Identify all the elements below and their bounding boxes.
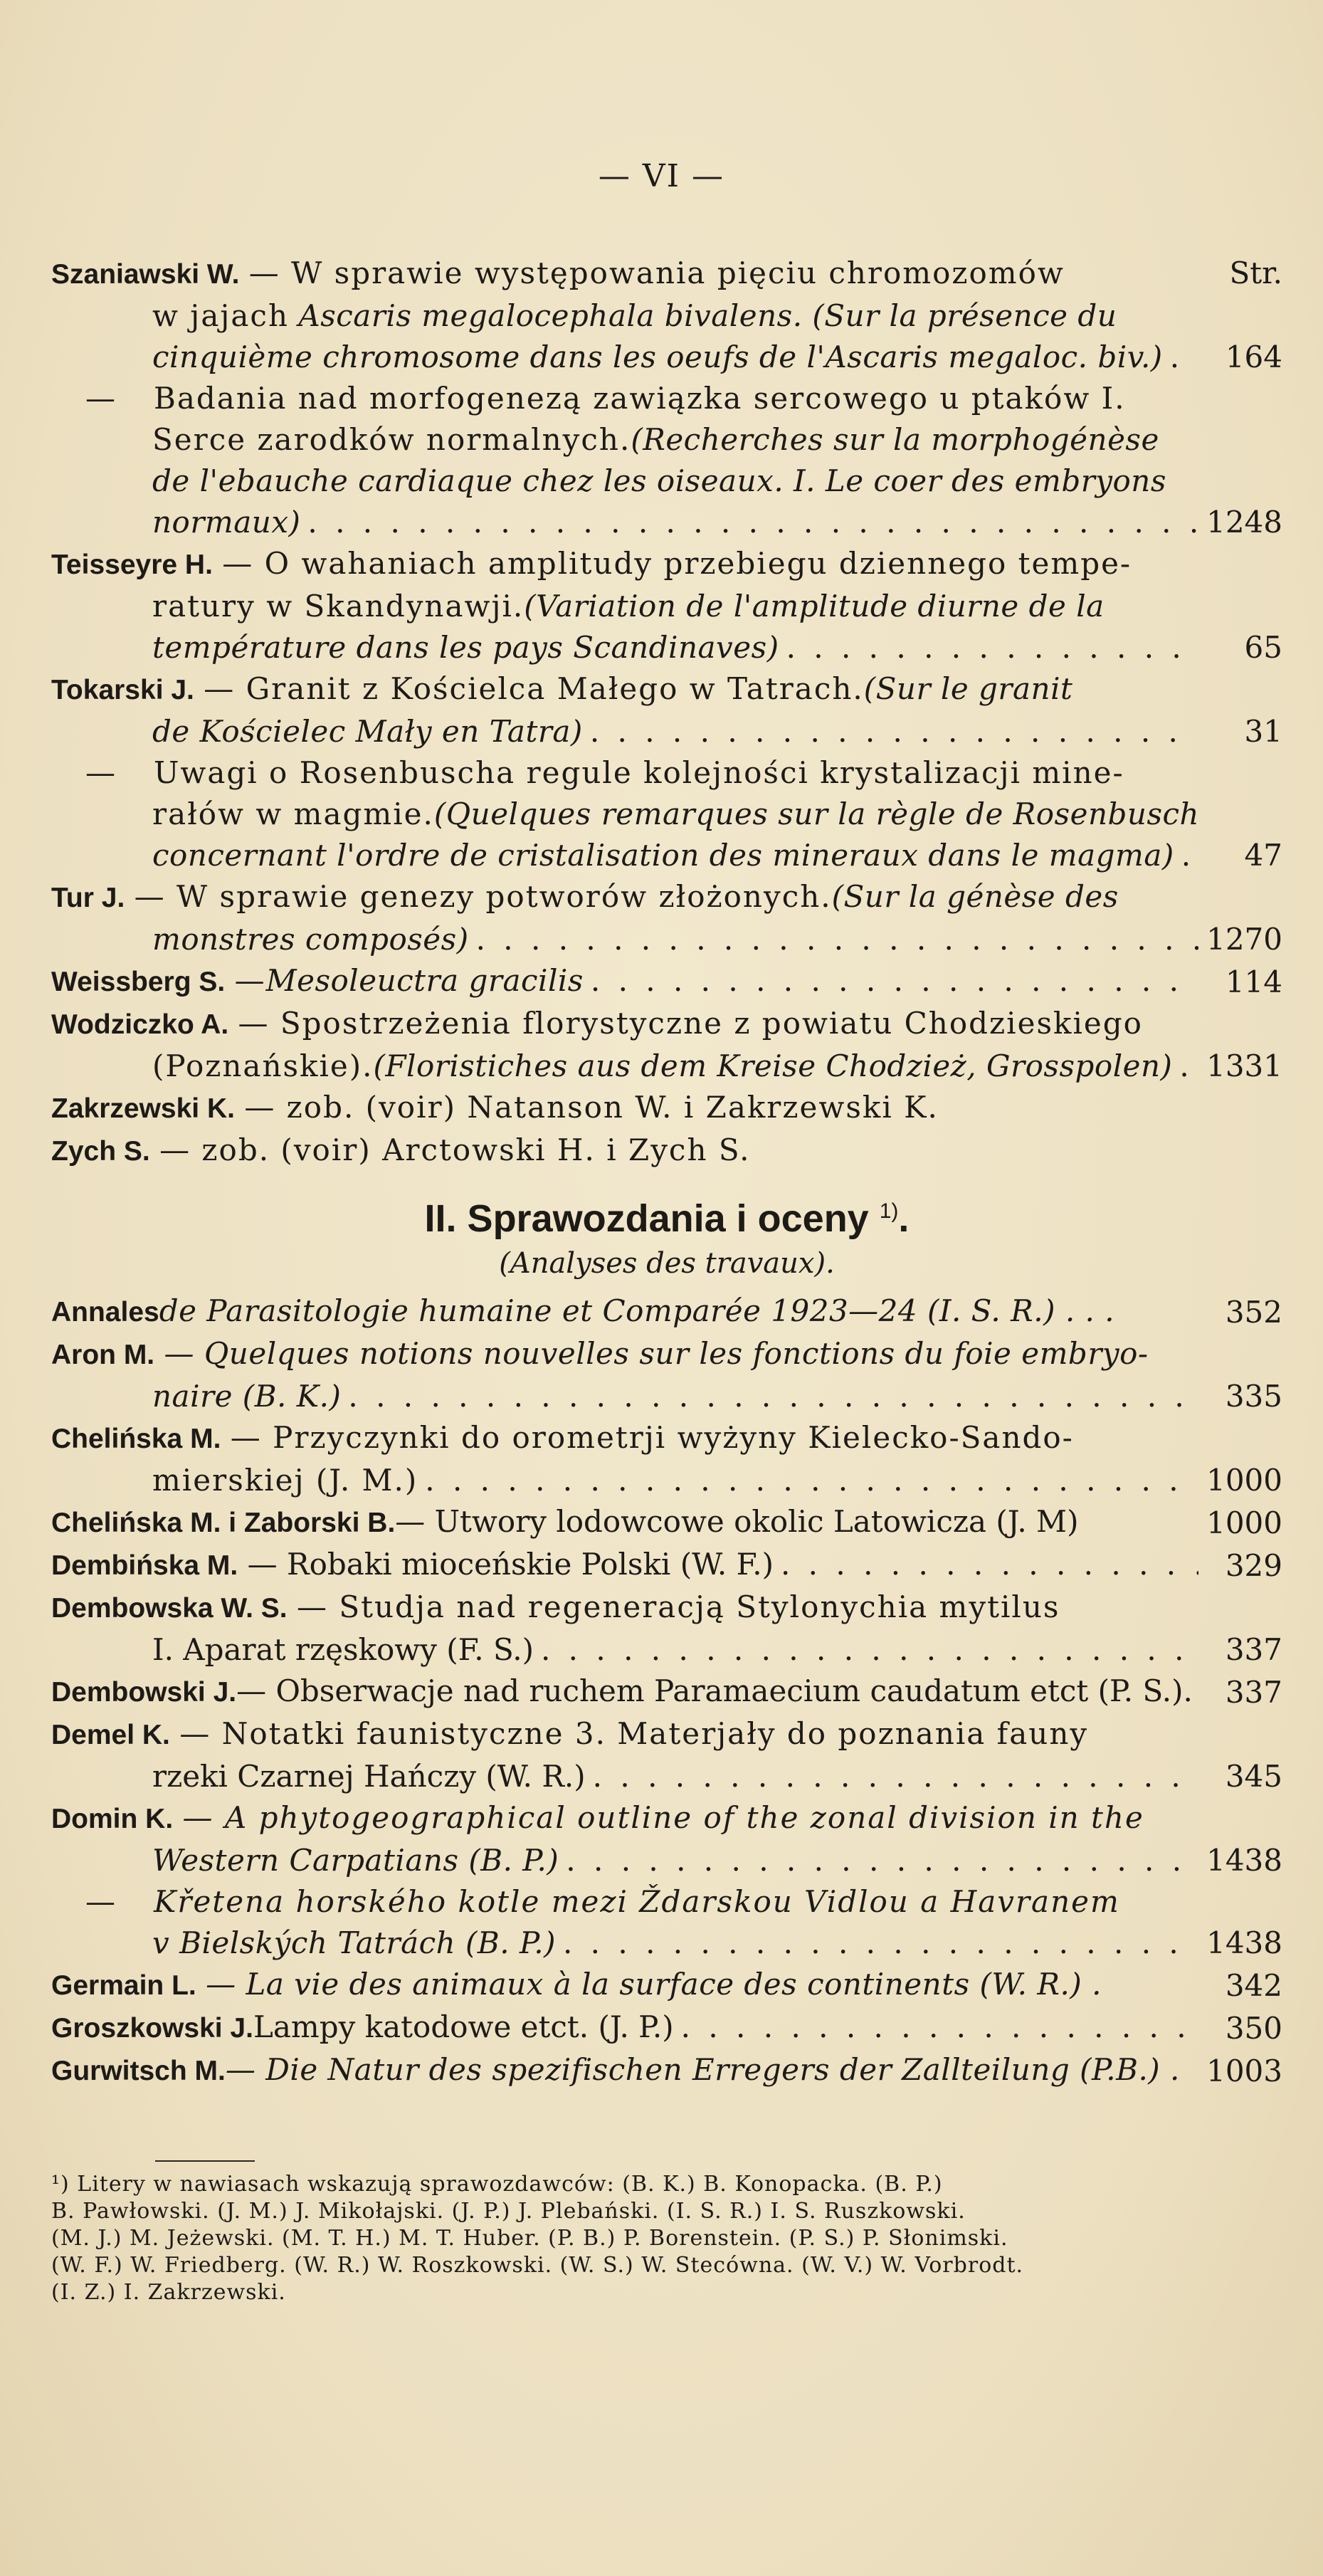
author-name: Wodziczko A. xyxy=(51,1009,229,1040)
entry-italic-text: v Bielských Tatrách (B. P.) xyxy=(152,1925,556,1960)
author-index-part1 xyxy=(51,253,1282,2092)
author-name: Annales xyxy=(51,1297,159,1328)
page-header-numeral: — VI — xyxy=(598,158,725,194)
entry-text: rzeki Czarnej Hańczy (W. R.) xyxy=(152,1759,586,1794)
index-entry xyxy=(51,1544,1282,1587)
entry-italic-text: de Parasitologie humaine et Comparée 1923—24 (I. S. R.) . . . xyxy=(159,1293,1115,1328)
entry-text: — zob. (voir) Arctowski H. i Zych S. xyxy=(159,1132,751,1167)
footnote-line: (M. J.) M. Jeżewski. (M. T. H.) M. T. Huber. (P. B.) P. Borenstein. (P. S.) P. Słonimski. xyxy=(51,2226,1008,2251)
entry-italic-text: concernant l'ordre de cristalisation des mineraux dans le magma) xyxy=(152,838,1174,873)
author-name: Groszkowski J. xyxy=(51,2013,253,2044)
entry-italic-text: normaux) xyxy=(152,505,301,540)
entry-italic-text: monstres composés) xyxy=(152,922,469,957)
author-name: Tokarski J. xyxy=(51,675,194,705)
entry-italic-text: — La vie des animaux à la surface des continents (W. R.) . xyxy=(206,1967,1102,2002)
page-number: 335 xyxy=(1225,1379,1282,1414)
author-name: Dembińska M. xyxy=(51,1550,238,1581)
entry-text: rałów w magmie. xyxy=(152,797,434,831)
author-name: Tur J. xyxy=(51,883,125,913)
entry-text: — W sprawie występowania pięciu chromozomów xyxy=(248,256,1065,290)
entry-italic-text: naire (B. K.) xyxy=(152,1379,342,1414)
index-entry xyxy=(51,1964,1282,2007)
index-entry xyxy=(51,1671,1282,1713)
author-name: Chelińska M. i Zaborski B. xyxy=(51,1508,396,1538)
dot-leader xyxy=(591,960,1198,1002)
author-name: Zakrzewski K. xyxy=(51,1093,235,1124)
entry-italic-text: Křetena horského kotle mezi Ždarskou Vidlou a Havranem xyxy=(154,1884,1120,1919)
footnote-line: B. Pawłowski. (J. M.) J. Mikołajski. (J. P.) J. Plebański. (I. S. R.) I. S. Ruszkowski. xyxy=(51,2199,966,2224)
entry-italic-text: de Kościelec Mały en Tatra) xyxy=(152,714,583,749)
index-entry xyxy=(51,1797,1282,1881)
dot-leader xyxy=(590,711,1198,752)
entry-text: — Spostrzeżenia florystyczne z powiatu Chodzieskiego xyxy=(238,1006,1143,1041)
page-number: 342 xyxy=(1225,1968,1282,2003)
entry-text: — Robaki mioceńskie Polski (W. F.) xyxy=(247,1547,774,1582)
page-number: 1000 xyxy=(1206,1505,1282,1540)
dot-leader xyxy=(1170,337,1198,378)
page-number: 31 xyxy=(1244,714,1282,749)
dot-leader xyxy=(1181,835,1198,876)
author-name: Germain L. xyxy=(51,1970,196,2001)
dot-leader xyxy=(307,502,1198,543)
entry-text: — zob. (voir) Natanson W. i Zakrzewski K. xyxy=(244,1090,939,1125)
index-entry xyxy=(51,752,1282,876)
entry-text: Lampy katodowe etct. (J. P.) xyxy=(253,2009,674,2044)
entry-italic-text: (Recherches sur la morphogénèse xyxy=(631,422,1159,457)
page-number: 1438 xyxy=(1206,1843,1282,1878)
entry-text: — Obserwacje nad ruchem Paramaecium caudatum etct (P. S.). xyxy=(236,1673,1193,1708)
index-entry xyxy=(51,876,1282,960)
index-entry xyxy=(51,1333,1282,1417)
author-name: Teisseyre H. xyxy=(51,550,213,580)
author-name: Aron M. xyxy=(51,1340,155,1370)
entry-italic-text: cinquième chromosome dans les oeufs de l'Ascaris megaloc. biv.) xyxy=(152,340,1163,374)
entry-text: Uwagi o Rosenbuscha regule kolejności krystalizacji mine- xyxy=(154,755,1124,790)
page-number: 1331 xyxy=(1206,1048,1282,1083)
index-entry xyxy=(51,1290,1282,1333)
footnote-line: (I. Z.) I. Zakrzewski. xyxy=(51,2280,286,2305)
author-name: Gurwitsch M. xyxy=(51,2056,226,2086)
page-number: 329 xyxy=(1225,1548,1282,1583)
index-entry xyxy=(51,1881,1282,1964)
entry-italic-text: (Quelques remarques sur la règle de Rosenbusch xyxy=(433,797,1200,831)
dot-leader xyxy=(348,1376,1198,1417)
entry-text: mierskiej (J. M.) xyxy=(152,1463,418,1498)
author-name: Domin K. xyxy=(51,1804,174,1834)
entry-text: — Studja nad regeneracją Stylonychia mytilus xyxy=(296,1589,1060,1624)
footnote-rule xyxy=(155,2160,255,2162)
repeat-dash: — xyxy=(85,1884,115,1919)
page-number: 337 xyxy=(1225,1675,1282,1710)
entry-text: w jajach xyxy=(152,298,289,333)
entry-italic-text: (Floristiches aus dem Kreise Chodzież, Grosspolen) xyxy=(373,1048,1173,1083)
entry-italic-text: de l'ebauche cardiaque chez les oiseaux. I. Le coer des embryons xyxy=(152,463,1166,498)
entry-italic-text: (Sur la génèse des xyxy=(831,879,1119,914)
entry-italic-text: Mesoleuctra gracilis xyxy=(265,963,584,998)
author-name: Weissberg S. xyxy=(51,967,226,997)
dot-leader xyxy=(1179,1046,1198,1087)
column-label-str: Str. xyxy=(1229,256,1282,290)
footnote-line: (W. F.) W. Friedberg. (W. R.) W. Roszkowski. (W. S.) W. Stecówna. (W. V.) W. Vorbrodt. xyxy=(51,2253,1024,2278)
entry-text: — xyxy=(234,963,266,998)
author-name: Demel K. xyxy=(51,1720,170,1750)
entry-italic-text: température dans les pays Scandinaves) xyxy=(152,630,779,665)
dot-leader xyxy=(476,919,1198,960)
index-entry xyxy=(51,2049,1282,2092)
entry-italic-text: — Quelques notions nouvelles sur les fonctions du foie embryo- xyxy=(164,1336,1149,1371)
dot-leader xyxy=(563,1923,1198,1964)
index-entry xyxy=(51,1087,1282,1130)
dot-leader xyxy=(566,1840,1198,1881)
footnote-marker: 1) xyxy=(879,1199,899,1223)
entry-text: — W sprawie genezy potworów złożonych. xyxy=(134,879,832,914)
index-entry xyxy=(51,253,1282,378)
index-entry xyxy=(51,1501,1282,1544)
page-number: 350 xyxy=(1225,2011,1282,2046)
entry-italic-text: — A phytogeographical outline of the zonal division in the xyxy=(182,1800,1144,1835)
repeat-dash: — xyxy=(85,381,115,416)
index-entry xyxy=(51,1713,1282,1797)
author-name: Szaniawski W. xyxy=(51,259,240,290)
entry-text: Serce zarodków normalnych. xyxy=(152,422,631,457)
section-title: II. Sprawozdania i oceny xyxy=(424,1197,869,1240)
entry-italic-text: (Sur le granit xyxy=(863,671,1073,706)
section-subtitle: (Analyses des travaux). xyxy=(499,1247,835,1280)
entry-text: — O wahaniach amplitudy przebiegu dziennego tempe- xyxy=(222,546,1132,581)
page-number: 1438 xyxy=(1206,1925,1282,1960)
entry-text: — Notatki faunistyczne 3. Materjały do poznania fauny xyxy=(179,1716,1089,1751)
page-number: 352 xyxy=(1225,1295,1282,1330)
entry-italic-text: Western Carpatians (B. P.) xyxy=(152,1843,559,1878)
author-name: Chelińska M. xyxy=(51,1424,221,1454)
author-name: Dembowska W. S. xyxy=(51,1593,288,1624)
dot-leader xyxy=(593,1756,1198,1797)
footnote xyxy=(51,2171,1282,2306)
page-number: 345 xyxy=(1225,1759,1282,1794)
entry-text: I. Aparat rzęskowy (F. S.) xyxy=(152,1632,534,1667)
index-entry xyxy=(51,543,1282,668)
index-entry xyxy=(51,2007,1282,2049)
author-name: Dembowski J. xyxy=(51,1677,237,1708)
author-name: Zych S. xyxy=(51,1136,150,1167)
index-entry xyxy=(51,1130,1282,1172)
index-entry xyxy=(51,1417,1282,1501)
index-entry xyxy=(51,960,1282,1003)
entry-italic-text: Ascaris megalocephala bivalens. (Sur la présence du xyxy=(298,298,1117,333)
dot-leader xyxy=(781,1544,1198,1585)
page-number: 1248 xyxy=(1206,505,1282,540)
repeat-dash: — xyxy=(85,755,115,790)
entry-italic-text: — Die Natur des spezifischen Erregers der Zallteilung (P.B.) . xyxy=(225,2052,1180,2087)
entry-text: — Utwory lodowcowe okolic Latowicza (J. M) xyxy=(395,1504,1079,1539)
index-entry xyxy=(51,1003,1282,1087)
dot-leader xyxy=(681,2007,1198,2048)
index-entry xyxy=(51,1587,1282,1671)
page-number: 1003 xyxy=(1206,2054,1282,2088)
entry-text: — Granit z Kościelca Małego w Tatrach. xyxy=(204,671,864,706)
page-number: 47 xyxy=(1244,838,1282,873)
page-number: 1000 xyxy=(1206,1463,1282,1498)
dot-leader xyxy=(786,627,1198,668)
page-number: 114 xyxy=(1225,964,1282,999)
entry-italic-text: (Variation de l'amplitude diurne de la xyxy=(524,589,1105,624)
dot-leader xyxy=(541,1629,1198,1671)
footnote-line: ¹) Litery w nawiasach wskazują sprawozdawców: (B. K.) B. Konopacka. (B. P.) xyxy=(51,2172,943,2197)
section-heading: II. Sprawozdania i oceny $^{1)}$. xyxy=(424,1197,910,1240)
page-number: 337 xyxy=(1225,1632,1282,1667)
page-number: 65 xyxy=(1244,630,1282,665)
entry-text: ratury w Skandynawji. xyxy=(152,589,525,624)
index-entry xyxy=(51,378,1282,543)
page-number: 164 xyxy=(1225,340,1282,374)
index-entry xyxy=(51,668,1282,752)
dot-leader xyxy=(425,1460,1198,1501)
entry-text: Badania nad morfogenezą zawiązka sercowego u ptaków I. xyxy=(154,381,1126,416)
entry-text: (Poznańskie). xyxy=(152,1048,374,1083)
page-number: 1270 xyxy=(1206,922,1282,957)
entry-text: — Przyczynki do orometrji wyżyny Kielecko-Sando- xyxy=(230,1420,1074,1455)
